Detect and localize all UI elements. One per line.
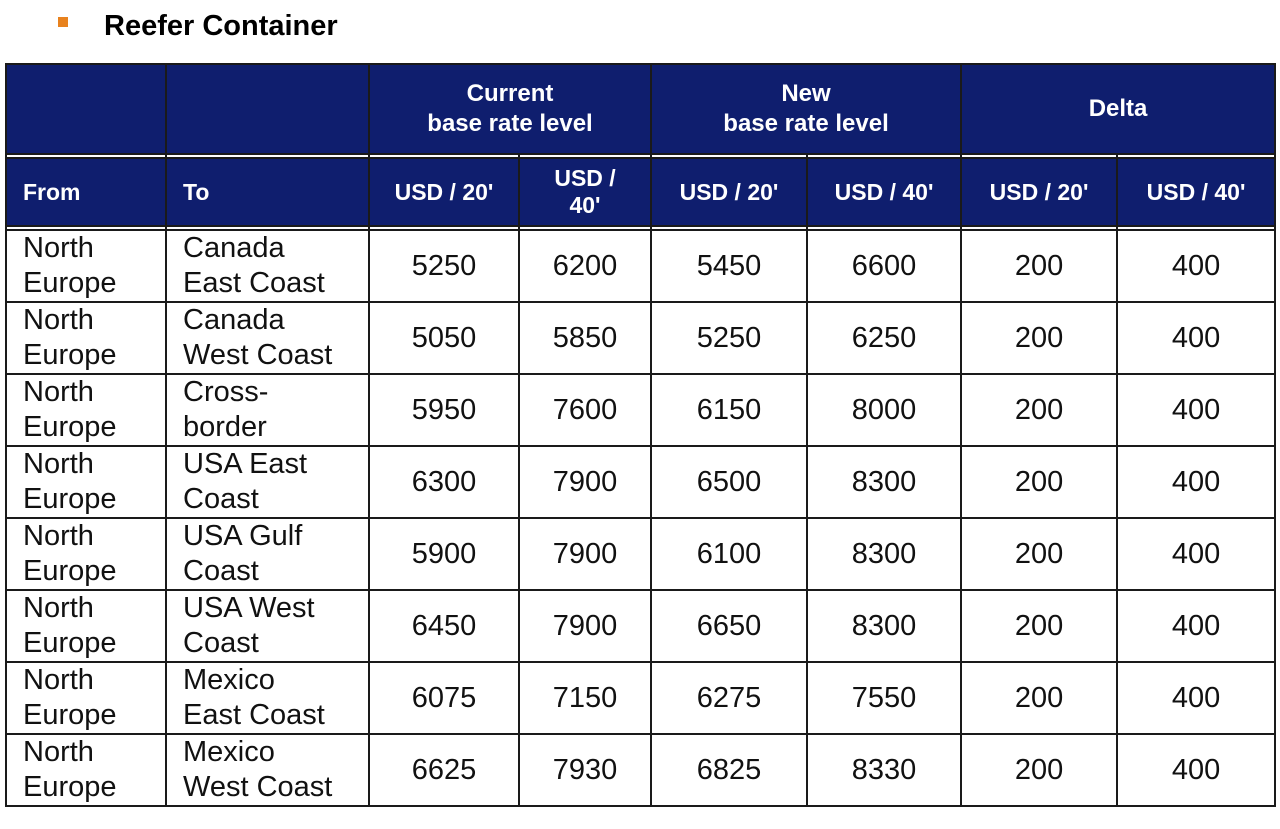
cell-delta-20: 200: [961, 518, 1117, 590]
section-heading: [58, 6, 338, 46]
empty-header-cell: [6, 64, 166, 154]
group-header-delta: Delta: [961, 64, 1275, 154]
group-header-row: [6, 64, 1275, 154]
table-row: [6, 230, 1275, 302]
cell-new-40: 8000: [807, 374, 961, 446]
cell-new-20: 6825: [651, 734, 807, 806]
cell-new-20: 5450: [651, 230, 807, 302]
cell-current-40: 7900: [519, 518, 651, 590]
cell-delta-20: 200: [961, 302, 1117, 374]
cell-current-40: 6200: [519, 230, 651, 302]
column-header-row: [6, 158, 1275, 226]
section-title: Reefer Container: [104, 9, 338, 42]
cell-to: Mexico West Coast: [166, 734, 369, 806]
cell-delta-20: 200: [961, 734, 1117, 806]
cell-new-40: 8300: [807, 446, 961, 518]
cell-current-40: 5850: [519, 302, 651, 374]
cell-delta-20: 200: [961, 446, 1117, 518]
column-header-current-40: USD / 40': [519, 158, 651, 226]
cell-delta-20: 200: [961, 590, 1117, 662]
cell-current-40: 7930: [519, 734, 651, 806]
cell-new-20: 6275: [651, 662, 807, 734]
cell-from: North Europe: [6, 734, 166, 806]
cell-current-20: 5050: [369, 302, 519, 374]
cell-from: North Europe: [6, 302, 166, 374]
table-row: [6, 662, 1275, 734]
rate-table: [5, 63, 1276, 807]
column-header-new-20: USD / 20': [651, 158, 807, 226]
cell-to: Cross- border: [166, 374, 369, 446]
cell-delta-20: 200: [961, 230, 1117, 302]
table-row: [6, 518, 1275, 590]
square-bullet-icon: [58, 17, 68, 27]
cell-current-20: 5250: [369, 230, 519, 302]
cell-from: North Europe: [6, 518, 166, 590]
cell-delta-40: 400: [1117, 662, 1275, 734]
cell-new-40: 6250: [807, 302, 961, 374]
cell-new-20: 6500: [651, 446, 807, 518]
cell-delta-40: 400: [1117, 518, 1275, 590]
column-header-from: From: [6, 158, 166, 226]
cell-current-40: 7600: [519, 374, 651, 446]
cell-to: Mexico East Coast: [166, 662, 369, 734]
cell-from: North Europe: [6, 374, 166, 446]
cell-current-40: 7150: [519, 662, 651, 734]
cell-to: USA East Coast: [166, 446, 369, 518]
cell-new-40: 6600: [807, 230, 961, 302]
column-header-current-20: USD / 20': [369, 158, 519, 226]
cell-delta-40: 400: [1117, 590, 1275, 662]
cell-from: North Europe: [6, 230, 166, 302]
group-header-current: Current base rate level: [369, 64, 651, 154]
column-header-delta-20: USD / 20': [961, 158, 1117, 226]
cell-from: North Europe: [6, 662, 166, 734]
cell-delta-40: 400: [1117, 302, 1275, 374]
cell-new-20: 6650: [651, 590, 807, 662]
table-row: [6, 374, 1275, 446]
cell-new-40: 8330: [807, 734, 961, 806]
cell-to: USA West Coast: [166, 590, 369, 662]
column-header-delta-40: USD / 40': [1117, 158, 1275, 226]
cell-current-20: 6075: [369, 662, 519, 734]
cell-current-20: 6625: [369, 734, 519, 806]
cell-current-20: 5900: [369, 518, 519, 590]
cell-to: USA Gulf Coast: [166, 518, 369, 590]
cell-new-40: 7550: [807, 662, 961, 734]
group-header-new: New base rate level: [651, 64, 961, 154]
cell-from: North Europe: [6, 590, 166, 662]
cell-current-40: 7900: [519, 446, 651, 518]
cell-new-20: 5250: [651, 302, 807, 374]
column-header-to: To: [166, 158, 369, 226]
cell-new-20: 6150: [651, 374, 807, 446]
table-row: [6, 302, 1275, 374]
cell-delta-40: 400: [1117, 446, 1275, 518]
cell-from: North Europe: [6, 446, 166, 518]
cell-current-40: 7900: [519, 590, 651, 662]
column-header-new-40: USD / 40': [807, 158, 961, 226]
cell-to: Canada West Coast: [166, 302, 369, 374]
cell-current-20: 6450: [369, 590, 519, 662]
cell-to: Canada East Coast: [166, 230, 369, 302]
table-row: [6, 734, 1275, 806]
cell-delta-20: 200: [961, 662, 1117, 734]
empty-header-cell: [166, 64, 369, 154]
table-row: [6, 590, 1275, 662]
cell-delta-40: 400: [1117, 374, 1275, 446]
cell-new-20: 6100: [651, 518, 807, 590]
table-row: [6, 446, 1275, 518]
cell-new-40: 8300: [807, 518, 961, 590]
cell-delta-40: 400: [1117, 734, 1275, 806]
cell-current-20: 6300: [369, 446, 519, 518]
cell-delta-20: 200: [961, 374, 1117, 446]
cell-current-20: 5950: [369, 374, 519, 446]
cell-new-40: 8300: [807, 590, 961, 662]
cell-delta-40: 400: [1117, 230, 1275, 302]
